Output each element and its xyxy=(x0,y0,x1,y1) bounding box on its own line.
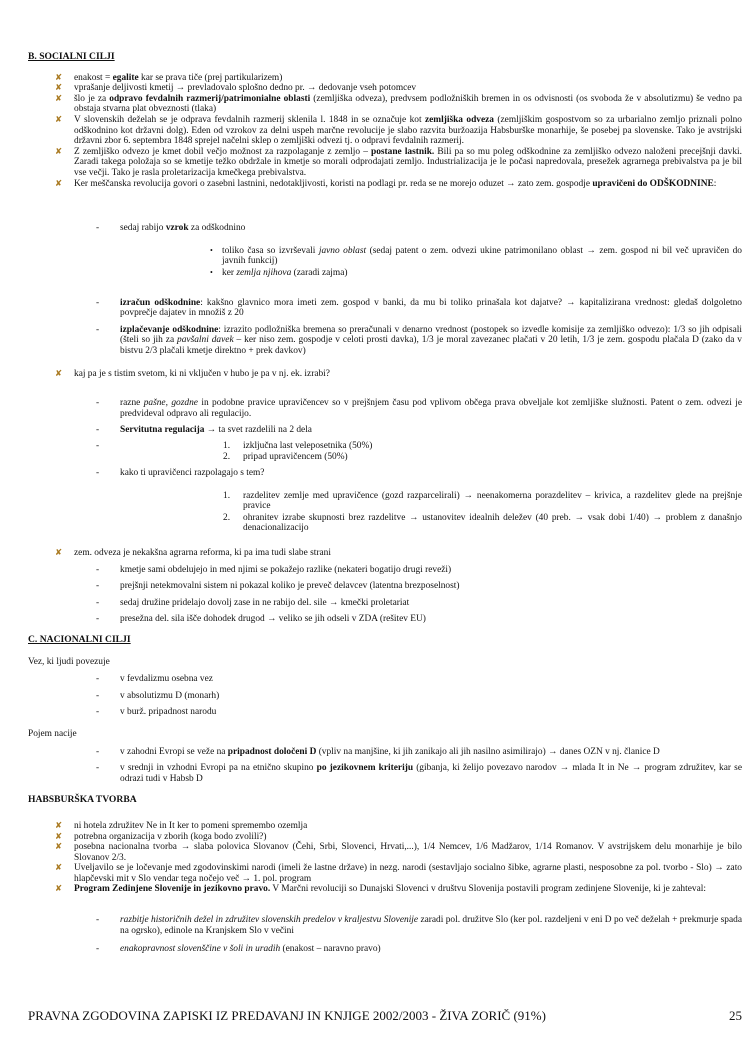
bold-text: vzrok xyxy=(165,223,189,234)
numbered-text: ohranitev izrabe skupnosti brez razdelitve → ustanovitev idealnih deležev (40 preb. → vsak dobi 1/40) → problem z današnjo denacionalizacijo xyxy=(243,512,742,534)
bullet-item xyxy=(28,884,742,895)
x-bullet-icon: ✘ xyxy=(55,820,63,831)
numbered-item xyxy=(28,513,742,534)
dash-icon: - xyxy=(96,763,100,774)
x-bullet-icon: ✘ xyxy=(55,831,63,842)
text: (gibanja, ki želijo povezavo narodov → mlada It in Ne → program združitev, kar se odrazi tudi v Habsb D xyxy=(120,763,742,784)
dash-text xyxy=(120,425,312,435)
dash-item xyxy=(28,691,742,702)
bullet-item xyxy=(28,94,742,115)
dash-text xyxy=(120,581,459,591)
text: v absolutizmu D (monarh) xyxy=(120,690,220,701)
dash-icon: - xyxy=(96,440,100,451)
dash-icon: - xyxy=(96,581,100,592)
dash-icon: - xyxy=(96,674,100,685)
italic-text: pašne, gozdne xyxy=(143,398,198,409)
dash-icon: - xyxy=(96,425,100,436)
dash-item xyxy=(28,581,742,592)
dash-item xyxy=(28,614,742,625)
dash-item xyxy=(28,944,742,955)
dash-item xyxy=(28,747,742,758)
dot-text xyxy=(222,268,348,278)
page-number: 25 xyxy=(729,1008,742,1023)
item-number: 2. xyxy=(223,512,231,523)
bullet-item xyxy=(28,179,742,190)
dot-bullet-icon: • xyxy=(210,245,213,255)
bullet-item xyxy=(28,73,742,84)
dash-icon: - xyxy=(96,614,100,625)
text: kar se prava tiče (prej partikularizem) xyxy=(138,72,283,83)
bullet-text xyxy=(74,884,706,894)
dot-item xyxy=(28,268,742,279)
item-number: 1. xyxy=(223,490,231,501)
x-bullet-icon: ✘ xyxy=(55,178,63,189)
dash-text xyxy=(120,223,245,233)
dash-text xyxy=(120,707,216,717)
footer-title: PRAVNA ZGODOVINA ZAPISKI IZ PREDAVANJ IN KNJIGE 2002/2003 - ŽIVA ZORIČ (91%) xyxy=(28,1008,546,1023)
text: prejšnji netekmovalni sistem ni pokazal koliko je preveč delavcev (latentna brezposelnost) xyxy=(120,581,460,592)
text: (zemljiškim gospostvom so za urbarialno zemljo priznali polno odškodnino kot državni dolg). Eden od vzrokov za delni uspeh marčne revolucije je slabo razvita buržoazija Habsburške monarhije, še posebej pa slovenske. Tako je avstrijski državni zbor 6. septembra 1848 sprejel načelni sklep o zemljiški odvezi tj. o odpravi fevdalnih razmerij. xyxy=(74,114,742,147)
dash-text xyxy=(120,598,409,608)
bullet-item xyxy=(28,83,742,94)
dash-item xyxy=(28,425,742,436)
x-bullet-icon: ✘ xyxy=(55,548,63,558)
dash-item xyxy=(28,598,742,609)
text: V slovenskih deželah se je odprava fevdalnih razmerij sklenila l. 1848 in se označuje kot xyxy=(74,114,425,125)
text: ker xyxy=(222,267,237,278)
text: presežna del. sila išče dohodek drugod → veliko se jih odseli v ZDA (rešitev EU) xyxy=(120,614,426,625)
dash-item xyxy=(28,325,742,357)
dash-item xyxy=(28,763,742,784)
bullet-text xyxy=(74,73,282,83)
text: v burž. pripadnost narodu xyxy=(120,707,217,718)
text: Bili pa so mu poleg odškodnine za zemljiško odvezo naloženi precejšnji davki. Zaradi takega položaja so se kmetije težko obdržale in kmetje so morali odprodajati zemljo. Industrializacija je le počasi napredovala, presežek agrarnega prebivalstva pa je bil vse večji. Tako je rasla proletarizacija kmečkega prebivalstva. xyxy=(74,146,742,178)
text: za odškodnino xyxy=(188,223,246,234)
page-footer xyxy=(28,1008,742,1023)
text: vprašanje deljivosti kmetij → prevladovalo splošno dedno pr. → dedovanje vseh potomcev xyxy=(74,83,417,94)
x-bullet-icon: ✘ xyxy=(55,93,63,104)
text: : xyxy=(713,178,717,189)
text: (vpliv na manjšine, ki jih zanikajo ali jih nasilno asimilirajo) → danes OZN v nj. članice D xyxy=(316,746,660,757)
bullet-item xyxy=(28,369,742,380)
bullet-text xyxy=(74,863,742,884)
dash-icon: - xyxy=(96,597,100,608)
dash-text xyxy=(120,763,742,784)
dash-icon: - xyxy=(96,324,100,335)
dash-item xyxy=(28,298,742,319)
x-bullet-icon: ✘ xyxy=(55,83,63,94)
bold-text: postane lastnik. xyxy=(370,146,435,157)
text: (sedaj patent o zem. odvezi ukine patrimonilano oblast → zem. gospod ni bil več upravičen do javnih funkcij) xyxy=(222,245,742,267)
italic-text: razbitje historičnih dežel in združitev slovenskih predelov v kraljestvu Slovenije xyxy=(120,915,419,926)
dash-icon: - xyxy=(96,707,100,718)
text: posebna nacionalna tvorba → slaba polovica Slovanov (Čehi, Srbi, Slovenci, Hrvati,...), 1/4 Nemcev, 1/6 Madžarov, 1/14 Romanov. V avstrijskem delu monarhije je bilo Slovanov 2/3. xyxy=(74,842,742,863)
numbered-text: pripad upravičencem (50%) xyxy=(243,452,348,463)
bold-text: izplačevanje odškodnine xyxy=(120,324,219,335)
text: sedaj rabijo xyxy=(120,223,166,234)
bullet-item xyxy=(28,863,742,884)
text: zaradi pol. družitve Slo (ker pol. razdeljeni v eni D po več deželah + prekmurje spada na ogrsko), edinole na Kranjskem Slo v večini xyxy=(120,915,742,936)
numbered-text: razdelitev zemlje med upravičence (gozd razparcelirali) → neenakomerna porazdelitev – krivica, a razdelitev glede na prejšnje pravice xyxy=(243,490,742,512)
bullet-item xyxy=(28,115,742,147)
bullet-text xyxy=(74,548,331,558)
item-number: 1. xyxy=(223,440,231,451)
italic-text: javno oblast xyxy=(318,245,367,256)
dash-icon: - xyxy=(96,297,100,308)
dash-text xyxy=(120,674,213,684)
numbered-text: izključna last veleposetnika (50%) xyxy=(243,440,373,451)
bold-text: egalite xyxy=(112,72,139,83)
bullet-text xyxy=(74,94,742,115)
numbered-item xyxy=(28,441,742,452)
text: V Marčni revoluciji so Dunajski Slovenci v društvu Slovenija postavili program zedinjene Slovenije, ki je zahteval: xyxy=(270,884,706,895)
text: (zaradi zajma) xyxy=(291,267,348,278)
dash-item xyxy=(28,915,742,936)
x-bullet-icon: ✘ xyxy=(55,884,63,895)
text: (zemljiška odveza), predvsem podložniških bremen in os odvisnosti (os svoboda že v absolutizmu) še vedno pa obstaja stvarna plat obveznosti (tlaka) xyxy=(74,93,742,115)
text: (enakost – naravno pravo) xyxy=(280,944,381,955)
text: Ker meščanska revolucija govori o zasebni lastnini, nedotakljivosti, koristi na podlagi pr. reda se ne morejo oduzet → zato zem. gospodje xyxy=(74,178,593,189)
italic-text: enakopravnost slovenščine v šoli in uradih xyxy=(120,944,281,955)
text: kako ti upravičenci razpolagajo s tem? xyxy=(120,468,265,479)
dash-text xyxy=(120,565,451,575)
dash-icon: - xyxy=(96,468,100,479)
bold-text: odpravo fevdalnih razmerij/patrimonialne oblasti xyxy=(109,93,311,104)
section-heading-nacionalni-cilji: C. NACIONALNI CILJI xyxy=(28,633,131,645)
section-heading-habsburska-tvorba: HABSBURŠKA TVORBA xyxy=(28,794,137,806)
dash-icon: - xyxy=(96,690,100,701)
text: enakost = xyxy=(74,72,113,83)
text: in podobne pravice upravičencev so v prejšnjem času pod vplivom občega prava obveljale kot zemljiške služnosti. Patent o zem. odvezi je predvideval odpravo ali regulacijo. xyxy=(120,398,742,419)
bold-text: izračun odškodnine xyxy=(120,297,201,308)
dash-icon: - xyxy=(96,746,100,757)
text: : izrazito podložniška bremena so preračunali v denarno vrednost (postopek so izvedle komisije za zemljiško odvezo): 1/3 so jih odpisali (šteli so jih za xyxy=(120,324,743,346)
text: v srednji in vzhodni Evropi pa na etnično skupino xyxy=(120,763,317,774)
x-bullet-icon: ✘ xyxy=(55,369,63,380)
bullet-item xyxy=(28,821,742,832)
bullet-item xyxy=(28,832,742,843)
text: zem. odveza je nekakšna agrarna reforma, ki pa ima tudi slabe strani xyxy=(74,548,331,558)
numbered-item xyxy=(28,452,742,463)
dash-text xyxy=(120,398,742,419)
bullet-text xyxy=(74,369,330,379)
bullet-item xyxy=(28,548,742,559)
dash-icon: - xyxy=(96,223,100,234)
dash-text xyxy=(120,468,264,478)
bullet-item xyxy=(28,842,742,863)
text: – ker niso zem. gospodje v celoti prosti davka), 1/3 je moral zavezanec plačati v 20 letih, 1/3 je zem. gospodu plačala D (zako da v bistvu 2/3 plačali kmetje direktno + prek davkov) xyxy=(120,335,742,356)
text: potrebna organizacija v zborih (koga bodo zvolili?) xyxy=(74,831,267,842)
dash-icon: - xyxy=(96,915,100,926)
pojem-label: Pojem nacije xyxy=(28,728,77,739)
x-bullet-icon: ✘ xyxy=(55,842,63,853)
bullet-text xyxy=(74,147,742,178)
bold-text: upravičeni do ODŠKODNINE xyxy=(592,178,714,189)
dash-text xyxy=(120,691,219,701)
x-bullet-icon: ✘ xyxy=(55,146,63,157)
text: razne xyxy=(120,398,144,409)
dot-item xyxy=(28,246,742,267)
text: Z zemljiško odvezo je kmet dobil večjo možnost za razpolaganje z zemljo – xyxy=(74,146,371,157)
text: šlo je za xyxy=(74,93,110,104)
text: Uveljavilo se je ločevanje med zgodovinskimi narodi (imeli že lastne države) in nezg. narodi (sestavljajo socialno šibke, agrarne plasti, nesposobne za pol. tvorbo - Slo) → zato hlapčevski mit v Slo vendar tega nočejo več → 1. pol. program xyxy=(74,863,742,884)
dot-bullet-icon: • xyxy=(210,267,213,277)
bold-text: zemljiška odveza xyxy=(424,114,494,125)
dash-text xyxy=(120,747,660,757)
text: v zahodni Evropi se veže na xyxy=(120,746,228,757)
text: kmetje sami obdelujejo in med njimi se pokažejo razlike (nekateri bogatijo drugi reveži) xyxy=(120,564,452,575)
dash-item xyxy=(28,468,742,479)
x-bullet-icon: ✘ xyxy=(55,114,63,125)
dash-text xyxy=(120,325,742,356)
bold-text: pripadnost določeni D xyxy=(227,746,317,757)
x-bullet-icon: ✘ xyxy=(55,863,63,874)
text: toliko časa so izvrševali xyxy=(222,245,319,256)
italic-text: pavšalni davek xyxy=(177,335,234,346)
dash-item xyxy=(28,398,742,419)
bullet-text xyxy=(74,842,742,863)
item-number: 2. xyxy=(223,452,231,463)
bullet-text xyxy=(74,832,266,842)
dash-icon: - xyxy=(96,398,100,409)
dash-text xyxy=(120,614,426,624)
bullet-text xyxy=(74,821,307,831)
dash-text xyxy=(120,944,381,954)
dash-icon: - xyxy=(96,564,100,575)
dash-text xyxy=(120,915,742,936)
dot-text xyxy=(222,246,742,267)
dash-item xyxy=(28,223,742,234)
bullet-text xyxy=(74,179,716,189)
document-page xyxy=(28,52,742,955)
dash-icon: - xyxy=(96,944,100,955)
numbered-item xyxy=(28,491,742,512)
text: kaj pa je s tistim svetom, ki ni vključen v hubo je pa v nj. ek. izrabi? xyxy=(74,369,330,380)
text: sedaj družine pridelajo dovolj zase in ne rabijo del. sile → kmečki proletariat xyxy=(120,597,410,608)
dash-text xyxy=(120,298,742,319)
bold-text: po jezikovnem kriteriju xyxy=(316,763,414,774)
dash-item xyxy=(28,565,742,576)
x-bullet-icon: ✘ xyxy=(55,72,63,83)
italic-text: zemlja njihova xyxy=(236,267,292,278)
bold-text: Program Zedinjene Slovenije in jezikovno pravo. xyxy=(74,884,271,895)
text: : kakšno glavnico mora imeti zem. gospod v banki, da mu bi toliko prinašala kot dajatve? → kapitalizirana vrednost: gledaš dolgoletno povprečje dajatev in množiš z 20 xyxy=(120,297,742,319)
bullet-item xyxy=(28,147,742,179)
section-heading-socialni-cilji: B. SOCIALNI CILJI xyxy=(28,51,115,62)
dash-item xyxy=(28,674,742,685)
vez-label: Vez, ki ljudi povezuje xyxy=(28,656,110,667)
bullet-text xyxy=(74,83,416,93)
text: → ta svet razdelili na 2 dela xyxy=(204,425,312,436)
text: v fevdalizmu osebna vez xyxy=(120,674,213,685)
bold-text: Servitutna regulacija xyxy=(120,425,205,436)
dash-item xyxy=(28,707,742,718)
text: ni hotela združitev Ne in It ker to pomeni spremembo ozemlja xyxy=(74,820,308,831)
bullet-text xyxy=(74,115,742,146)
